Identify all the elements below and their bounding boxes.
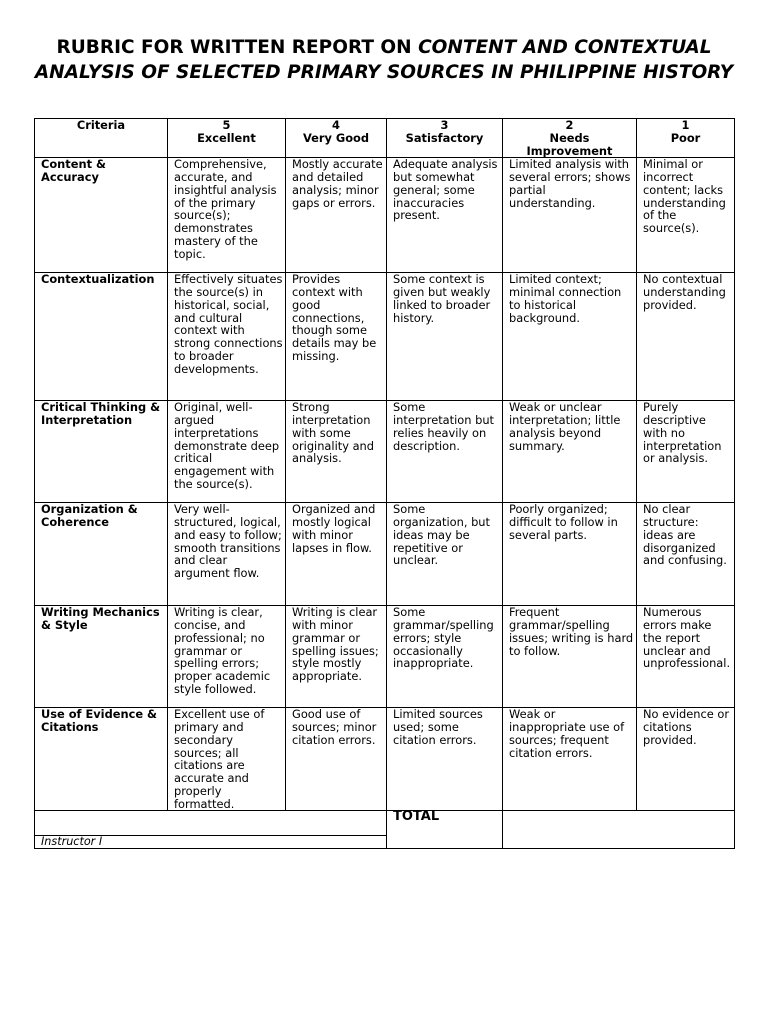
rubric-cell: Organized and mostly logical with minor lapses in flow.	[286, 503, 387, 606]
total-row	[35, 811, 735, 836]
table-row	[35, 158, 735, 273]
criterion-cell: Contextualization	[35, 273, 168, 401]
header-criteria: Criteria	[35, 119, 168, 158]
rubric-cell: No evidence or citations provided.	[637, 708, 735, 811]
rubric-cell: Writing is clear, concise, and professional; no grammar or spelling errors; proper academic style followed.	[168, 606, 286, 708]
criterion-cell: Writing Mechanics & Style	[35, 606, 168, 708]
rubric-cell: Frequent grammar/spelling issues; writing is hard to follow.	[503, 606, 637, 708]
instructor-label: Instructor I	[35, 836, 387, 849]
document-title	[20, 36, 748, 85]
rubric-cell: Excellent use of primary and secondary sources; all citations are accurate and properly formatted.	[168, 708, 286, 811]
header-level-5: 5 Excellent	[168, 119, 286, 158]
header-level-2: 2 Needs Improvement	[503, 119, 637, 158]
rubric-cell: Provides context with good connections, though some details may be missing.	[286, 273, 387, 401]
table-row	[35, 606, 735, 708]
header-row	[35, 119, 735, 158]
criterion-cell: Use of Evidence & Citations	[35, 708, 168, 811]
rubric-cell: Poorly organized; difficult to follow in several parts.	[503, 503, 637, 606]
rubric-cell: Minimal or incorrect content; lacks understanding of the source(s).	[637, 158, 735, 273]
table-row	[35, 503, 735, 606]
rubric-cell: Weak or unclear interpretation; little analysis beyond summary.	[503, 401, 637, 503]
header-level-1: 1 Poor	[637, 119, 735, 158]
signature-blank	[35, 811, 387, 836]
rubric-table	[34, 118, 735, 849]
table-row	[35, 401, 735, 503]
rubric-cell: Limited sources used; some citation errors.	[387, 708, 503, 811]
rubric-cell: Original, well-argued interpretations demonstrate deep critical engagement with the source(s).	[168, 401, 286, 503]
total-label: TOTAL	[387, 811, 503, 849]
table-row	[35, 273, 735, 401]
title-italic: CONTENT AND CONTEXTUAL ANALYSIS OF SELECTED PRIMARY SOURCES IN PHILIPPINE HISTORY	[34, 37, 734, 83]
rubric-cell: Effectively situates the source(s) in historical, social, and cultural context with strong connections to broader developments.	[168, 273, 286, 401]
rubric-cell: Very well-structured, logical, and easy to follow; smooth transitions and clear argument flow.	[168, 503, 286, 606]
rubric-cell: Purely descriptive with no interpretation or analysis.	[637, 401, 735, 503]
rubric-cell: Limited context; minimal connection to historical background.	[503, 273, 637, 401]
rubric-cell: Limited analysis with several errors; shows partial understanding.	[503, 158, 637, 273]
table-row	[35, 708, 735, 811]
total-value-cell	[503, 811, 735, 849]
criterion-cell: Critical Thinking & Interpretation	[35, 401, 168, 503]
title-plain: RUBRIC FOR WRITTEN REPORT ON	[56, 37, 419, 58]
rubric-cell: No contextual understanding provided.	[637, 273, 735, 401]
rubric-cell: Some context is given but weakly linked to broader history.	[387, 273, 503, 401]
rubric-cell: Comprehensive, accurate, and insightful analysis of the primary source(s); demonstrates mastery of the topic.	[168, 158, 286, 273]
rubric-cell: Strong interpretation with some originality and analysis.	[286, 401, 387, 503]
rubric-cell: Some interpretation but relies heavily on description.	[387, 401, 503, 503]
rubric-cell: Mostly accurate and detailed analysis; minor gaps or errors.	[286, 158, 387, 273]
rubric-cell: Good use of sources; minor citation errors.	[286, 708, 387, 811]
rubric-cell: Numerous errors make the report unclear and unprofessional.	[637, 606, 735, 708]
rubric-cell: Some organization, but ideas may be repetitive or unclear.	[387, 503, 503, 606]
rubric-cell: Writing is clear with minor grammar or spelling issues; style mostly appropriate.	[286, 606, 387, 708]
rubric-cell: Weak or inappropriate use of sources; frequent citation errors.	[503, 708, 637, 811]
criterion-cell: Organization & Coherence	[35, 503, 168, 606]
header-level-3: 3 Satisfactory	[387, 119, 503, 158]
rubric-cell: Adequate analysis but somewhat general; some inaccuracies present.	[387, 158, 503, 273]
rubric-cell: Some grammar/spelling errors; style occasionally inappropriate.	[387, 606, 503, 708]
rubric-cell: No clear structure: ideas are disorganized and confusing.	[637, 503, 735, 606]
criterion-cell: Content & Accuracy	[35, 158, 168, 273]
header-level-4: 4 Very Good	[286, 119, 387, 158]
